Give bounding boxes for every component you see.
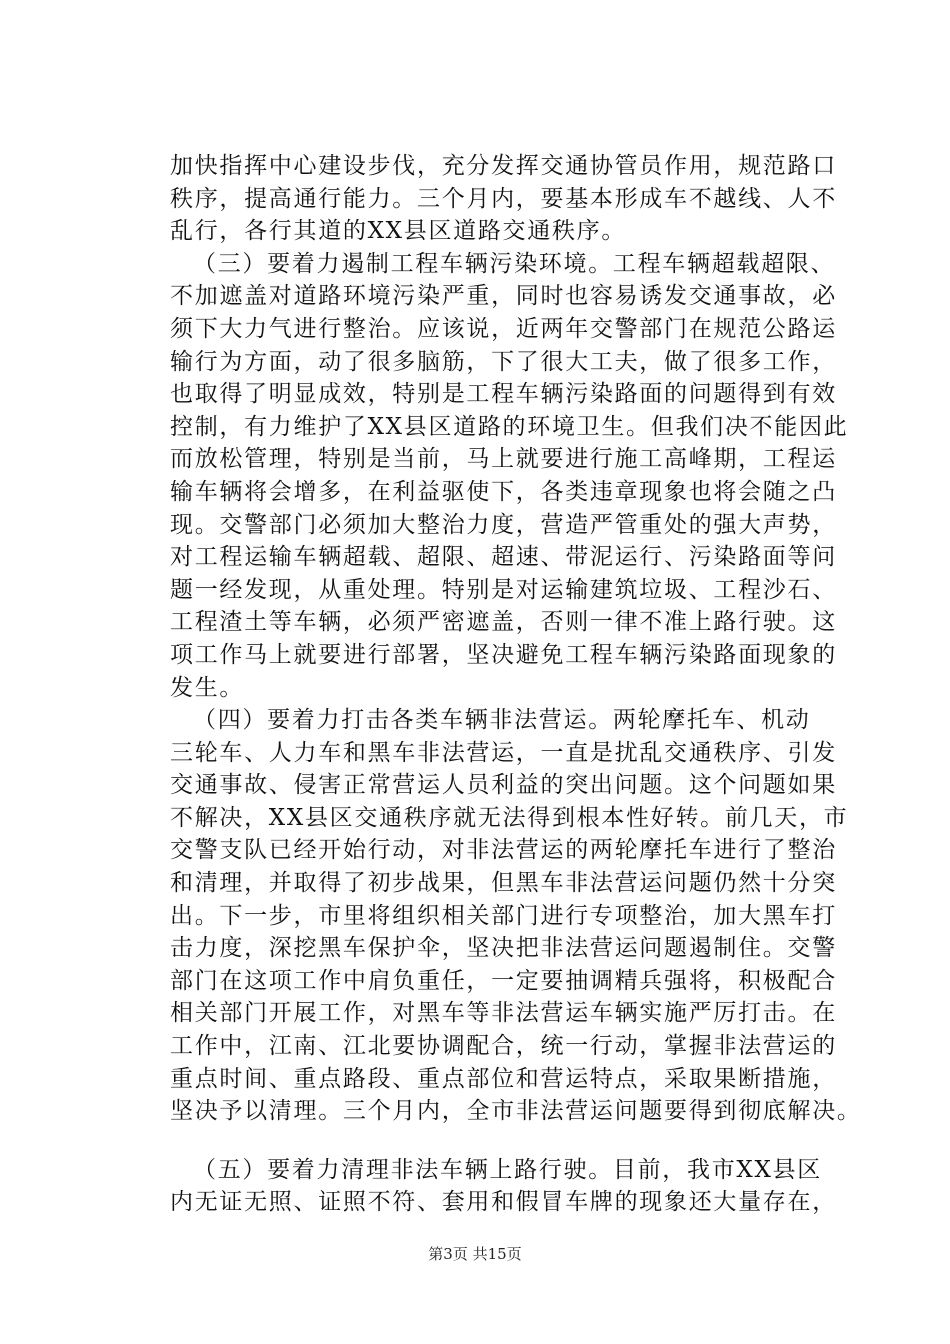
text-line: 控制，有力维护了XX县区道路的环境卫生。但我们决不能因此 [170, 413, 849, 440]
paragraph-section-5 [170, 1154, 837, 1219]
text-line: 工程渣土等车辆，必须严密遮盖，否则一律不准上路行驶。这 [170, 609, 837, 636]
paragraph-section-4 [170, 704, 862, 1128]
paragraph-intro [170, 150, 837, 248]
paragraph-section-3 [170, 248, 849, 704]
text-line: 出。下一步，市里将组织相关部门进行专项整治，加大黑车打 [170, 902, 837, 929]
text-line: 和清理，并取得了初步战果，但黑车非法营运问题仍然十分突 [170, 870, 837, 897]
text-line: 输车辆将会增多，在利益驱使下，各类违章现象也将会随之凸 [170, 478, 837, 505]
text-line: 工作中，江南、江北要协调配合，统一行动，掌握非法营运的 [170, 1033, 837, 1060]
paragraph-spacer [170, 1128, 830, 1154]
text-line: 重点时间、重点路段、重点部位和营运特点，采取果断措施， [170, 1065, 837, 1092]
text-line: 秩序，提高通行能力。三个月内，要基本形成车不越线、人不 [170, 185, 837, 212]
text-line: 乱行，各行其道的XX县区道路交通秩序。 [170, 218, 627, 245]
text-line: 坚决予以清理。三个月内，全市非法营运问题要得到彻底解决。 [170, 1098, 862, 1125]
text-line: 不加遮盖对道路环境污染严重，同时也容易诱发交通事故，必 [170, 283, 837, 310]
text-line: 须下大力气进行整治。应该说，近两年交警部门在规范公路运 [170, 315, 837, 342]
text-line: 三轮车、人力车和黑车非法营运，一直是扰乱交通秩序、引发 [170, 739, 837, 766]
text-line: 而放松管理，特别是当前，马上就要进行施工高峰期，工程运 [170, 446, 837, 473]
text-line: 题一经发现，从重处理。特别是对运输建筑垃圾、工程沙石、 [170, 576, 837, 603]
text-line: 对工程运输车辆超载、超限、超速、带泥运行、污染路面等问 [170, 544, 837, 571]
text-line: （四）要着力打击各类车辆非法营运。两轮摩托车、机动 [193, 707, 811, 734]
text-line: 交警支队已经开始行动，对非法营运的两轮摩托车进行了整治 [170, 837, 837, 864]
document-body [170, 150, 862, 1219]
text-line: （五）要着力清理非法车辆上路行驶。目前，我市XX县区 [193, 1156, 822, 1183]
text-line: 也取得了明显成效，特别是工程车辆污染路面的问题得到有效 [170, 381, 837, 408]
text-line: 加快指挥中心建设步伐，充分发挥交通协管员作用，规范路口 [170, 153, 837, 179]
text-line: 内无证无照、证照不符、套用和假冒车牌的现象还大量存在， [170, 1189, 837, 1216]
text-line: 部门在这项工作中肩负重任，一定要抽调精兵强将，积极配合 [170, 967, 837, 994]
text-line: 击力度，深挖黑车保护伞，坚决把非法营运问题遏制住。交警 [170, 935, 837, 962]
page-number-footer: 第3页 共15页 [428, 1245, 522, 1263]
text-line: 交通事故、侵害正常营运人员利益的突出问题。这个问题如果 [170, 772, 837, 799]
text-line: 相关部门开展工作，对黑车等非法营运车辆实施严厉打击。在 [170, 1000, 837, 1027]
text-line: 现。交警部门必须加大整治力度，营造严管重处的强大声势， [170, 511, 837, 538]
text-line: 输行为方面，动了很多脑筋，下了很大工夫，做了很多工作， [170, 348, 837, 375]
text-line: 项工作马上就要进行部署，坚决避免工程车辆污染路面现象的 [170, 641, 837, 668]
text-line: 不解决，XX县区交通秩序就无法得到根本性好转。前几天，市 [170, 804, 849, 831]
text-line: 发生。 [170, 674, 245, 701]
text-line: （三）要着力遏制工程车辆污染环境。工程车辆超载超限、 [193, 250, 836, 277]
